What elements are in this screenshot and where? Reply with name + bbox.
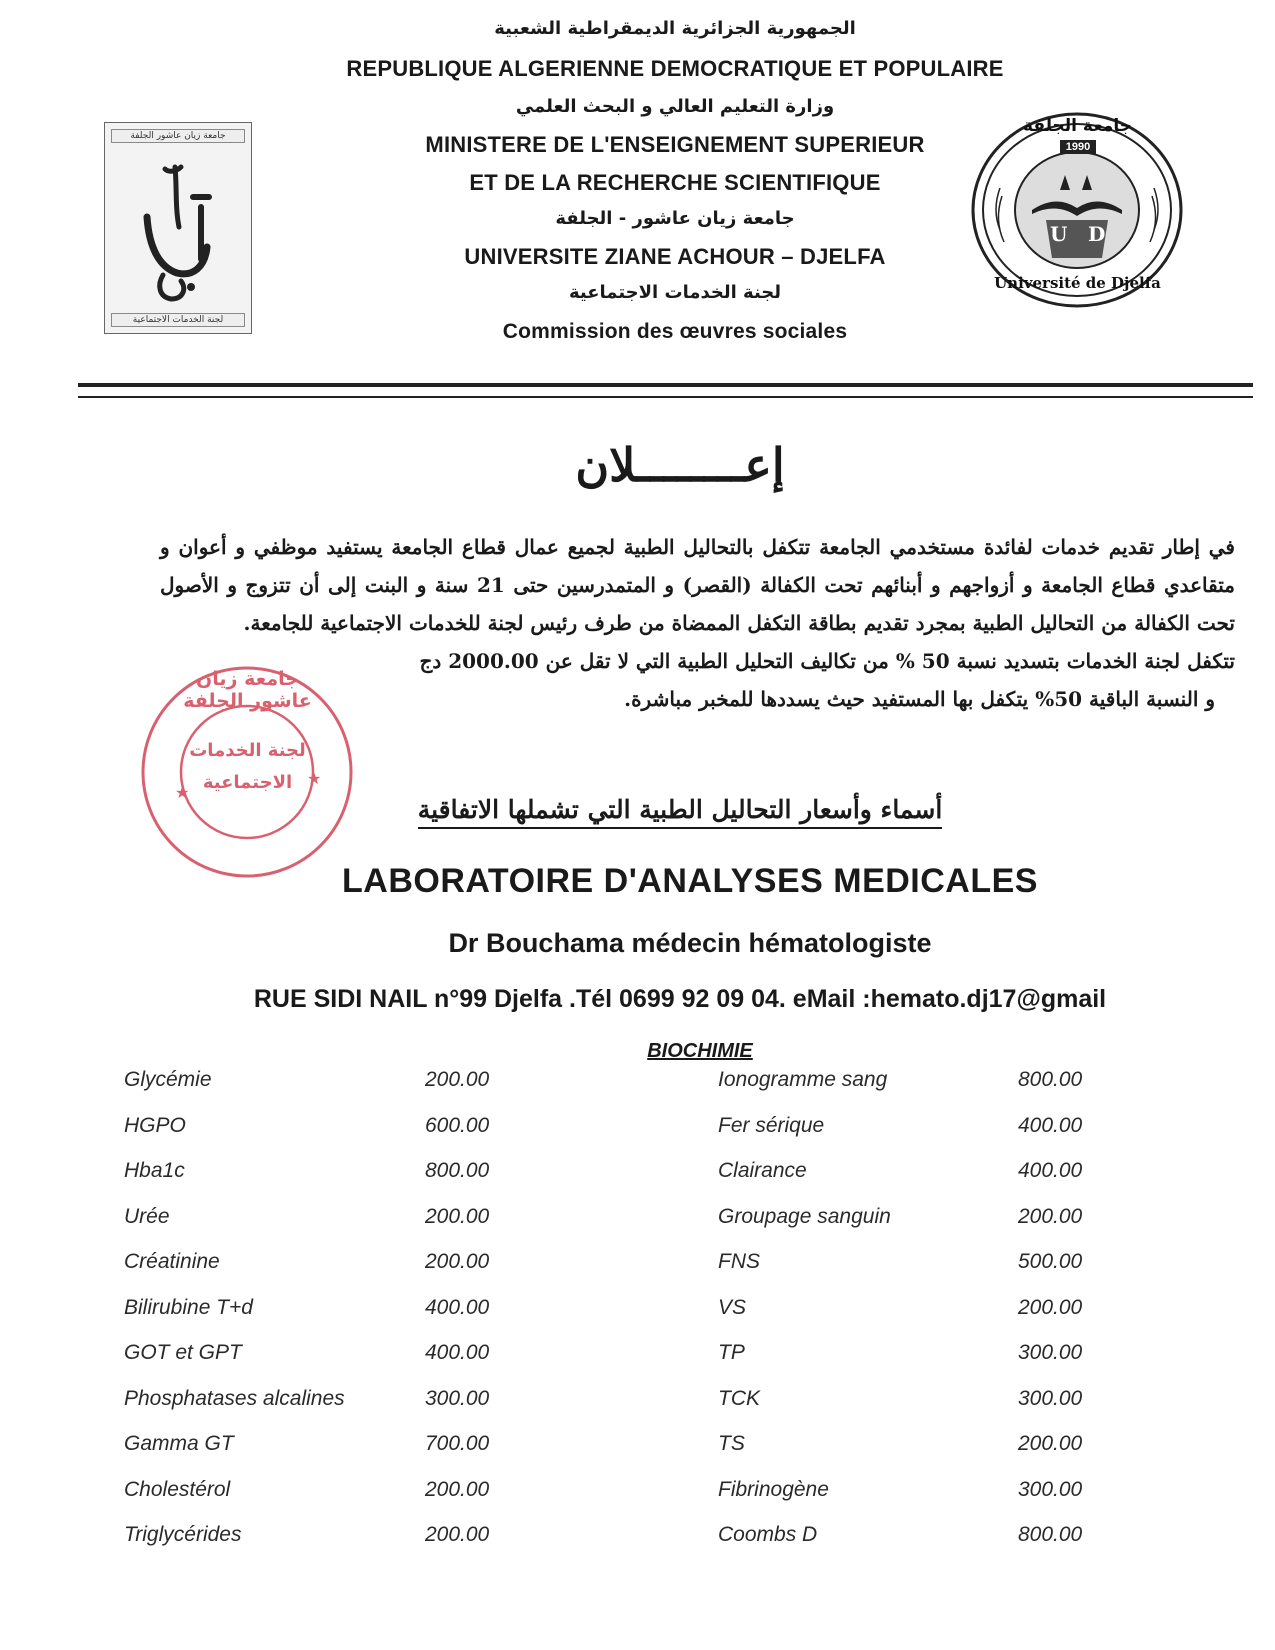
analysis-price: 200.00 bbox=[425, 1204, 490, 1228]
analysis-name: GOT et GPT bbox=[124, 1341, 242, 1364]
university-seal-year: 1990 bbox=[1065, 141, 1091, 153]
university-seal-french-text: Université de Djelfa bbox=[994, 274, 1161, 292]
university-seal-letter-d: D bbox=[1088, 222, 1106, 246]
lab-title: LABORATOIRE D'ANALYSES MEDICALES bbox=[342, 862, 1038, 900]
announcement-title: إعــــــــلان bbox=[575, 438, 785, 492]
calligraphy-emblem-icon bbox=[105, 147, 251, 317]
analysis-price: 300.00 bbox=[1018, 1477, 1083, 1501]
header-divider-thick bbox=[78, 383, 1253, 387]
analysis-price: 400.00 bbox=[1018, 1159, 1083, 1182]
analysis-name: Fer sérique bbox=[718, 1113, 825, 1137]
university-seal bbox=[970, 110, 1185, 310]
commission-logo bbox=[104, 122, 252, 334]
announcement-paragraph: و النسبة الباقية 50% يتكفل بها المستفيد حيث يسددها للمخبر مباشرة. bbox=[624, 687, 1215, 711]
announcement-paragraph: في إطار تقديم خدمات لفائدة مستخدمي الجامعة تتكفل بالتحاليل الطبية لجميع عمال قطاع الجامعة يستفيد موظفي و أعوان و متقاعدي قطاع الجامعة و أزواجهم و أبنائهم تحت الكفالة (القصر) و المتمدرسين حتى 21 سنة و البنت إلى أن تتزوج و الأصول تحت الكفالة من التحاليل الطبية بمجرد تقديم بطاقة التكفل الممضاة من طرف رئيس لجنة للخدمات الاجتماعية للجامعة. bbox=[160, 535, 1235, 635]
analysis-price: 200.00 bbox=[425, 1523, 490, 1546]
stamp-line1: لجنة الخدمات bbox=[189, 740, 306, 761]
analysis-name: VS bbox=[718, 1295, 747, 1319]
analysis-name: HGPO bbox=[124, 1113, 186, 1137]
analysis-name: Ionogramme sang bbox=[718, 1068, 888, 1091]
analysis-price: 200.00 bbox=[1018, 1204, 1083, 1228]
analysis-name: Créatinine bbox=[124, 1250, 220, 1273]
analysis-price: 400.00 bbox=[1018, 1113, 1083, 1137]
analysis-price: 600.00 bbox=[425, 1113, 490, 1137]
analysis-name: TS bbox=[718, 1432, 745, 1455]
analysis-price: 800.00 bbox=[1018, 1523, 1083, 1546]
header-french-ministry-line1: MINISTERE DE L'ENSEIGNEMENT SUPERIEUR bbox=[425, 132, 925, 157]
analysis-name: TCK bbox=[718, 1386, 760, 1410]
analysis-name: Phosphatases alcalines bbox=[124, 1386, 345, 1410]
svg-text:★: ★ bbox=[307, 769, 322, 788]
analysis-price: 800.00 bbox=[1018, 1068, 1083, 1091]
analysis-name: Hba1c bbox=[124, 1159, 185, 1182]
analysis-price: 200.00 bbox=[425, 1250, 490, 1273]
analysis-name: Glycémie bbox=[124, 1068, 212, 1091]
lab-doctor: Dr Bouchama médecin hématologiste bbox=[448, 928, 932, 958]
announcement-paragraph: تتكفل لجنة الخدمات بتسديد نسبة 50 % من تكاليف التحليل الطبية التي لا تقل عن 2000.00 دج bbox=[419, 649, 1235, 673]
analysis-price: 400.00 bbox=[425, 1295, 490, 1319]
header-divider-thin bbox=[78, 396, 1253, 398]
analysis-price: 200.00 bbox=[1018, 1432, 1083, 1455]
analysis-price: 500.00 bbox=[1018, 1250, 1083, 1273]
analysis-price: 300.00 bbox=[1018, 1341, 1083, 1364]
header-french-commission: Commission des œuvres sociales bbox=[502, 320, 848, 343]
analysis-name: FNS bbox=[718, 1250, 760, 1273]
header-arabic-republic: الجمهورية الجزائرية الديمقراطية الشعبية bbox=[494, 18, 856, 39]
stamp-line2: الاجتماعية bbox=[202, 772, 293, 793]
section-title bbox=[370, 795, 990, 824]
analysis-price: 200.00 bbox=[425, 1477, 490, 1501]
analysis-name: Bilirubine T+d bbox=[124, 1295, 253, 1319]
analysis-name: Groupage sanguin bbox=[718, 1204, 891, 1228]
analysis-name: Coombs D bbox=[718, 1523, 818, 1546]
analysis-name: Clairance bbox=[718, 1159, 807, 1182]
analysis-name: TP bbox=[718, 1341, 745, 1364]
header-french-university: UNIVERSITE ZIANE ACHOUR – DJELFA bbox=[464, 244, 886, 269]
lab-address: RUE SIDI NAIL n°99 Djelfa .Tél 0699 92 09 04. eMail :hemato.dj17@gmail bbox=[253, 985, 1107, 1013]
analysis-price: 300.00 bbox=[425, 1386, 490, 1410]
section-title-text: أسماء وأسعار التحاليل الطبية التي تشملها الاتفاقية bbox=[418, 795, 943, 829]
university-seal-arabic-text: جامعة الجلفة bbox=[1023, 116, 1132, 136]
header-arabic-commission: لجنة الخدمات الاجتماعية bbox=[568, 282, 782, 303]
header-french-ministry-line2: ET DE LA RECHERCHE SCIENTIFIQUE bbox=[469, 170, 881, 195]
analysis-name: Urée bbox=[124, 1204, 170, 1228]
header-arabic-ministry: وزارة التعليم العالي و البحث العلمي bbox=[515, 96, 835, 117]
analysis-price: 300.00 bbox=[1018, 1386, 1083, 1410]
analysis-price: 200.00 bbox=[425, 1068, 490, 1091]
header-french-republic: REPUBLIQUE ALGERIENNE DEMOCRATIQUE ET POPULAIRE bbox=[346, 56, 1004, 81]
svg-text:★: ★ bbox=[175, 783, 190, 802]
analysis-name: Fibrinogène bbox=[718, 1477, 829, 1501]
biochimie-heading: BIOCHIMIE bbox=[647, 1040, 753, 1062]
commission-logo-bottom-caption: لجنة الخدمات الاجتماعية bbox=[111, 313, 245, 327]
analysis-name: Gamma GT bbox=[124, 1432, 234, 1455]
header-arabic-university: جامعة زيان عاشور - الجلفة bbox=[555, 208, 795, 229]
analysis-name: Cholestérol bbox=[124, 1477, 231, 1501]
commission-stamp bbox=[135, 660, 360, 885]
analysis-price: 400.00 bbox=[425, 1341, 490, 1364]
commission-logo-top-caption: جامعة زيان عاشور الجلفة bbox=[111, 129, 245, 143]
university-seal-letter-u: U bbox=[1050, 222, 1068, 246]
analysis-price: 200.00 bbox=[1018, 1295, 1083, 1319]
analysis-name: Triglycérides bbox=[124, 1523, 242, 1546]
analysis-price: 700.00 bbox=[425, 1432, 490, 1455]
analysis-price: 800.00 bbox=[425, 1159, 490, 1182]
stamp-outer-text: جامعة زيان عاشور الجلفة bbox=[183, 668, 312, 712]
